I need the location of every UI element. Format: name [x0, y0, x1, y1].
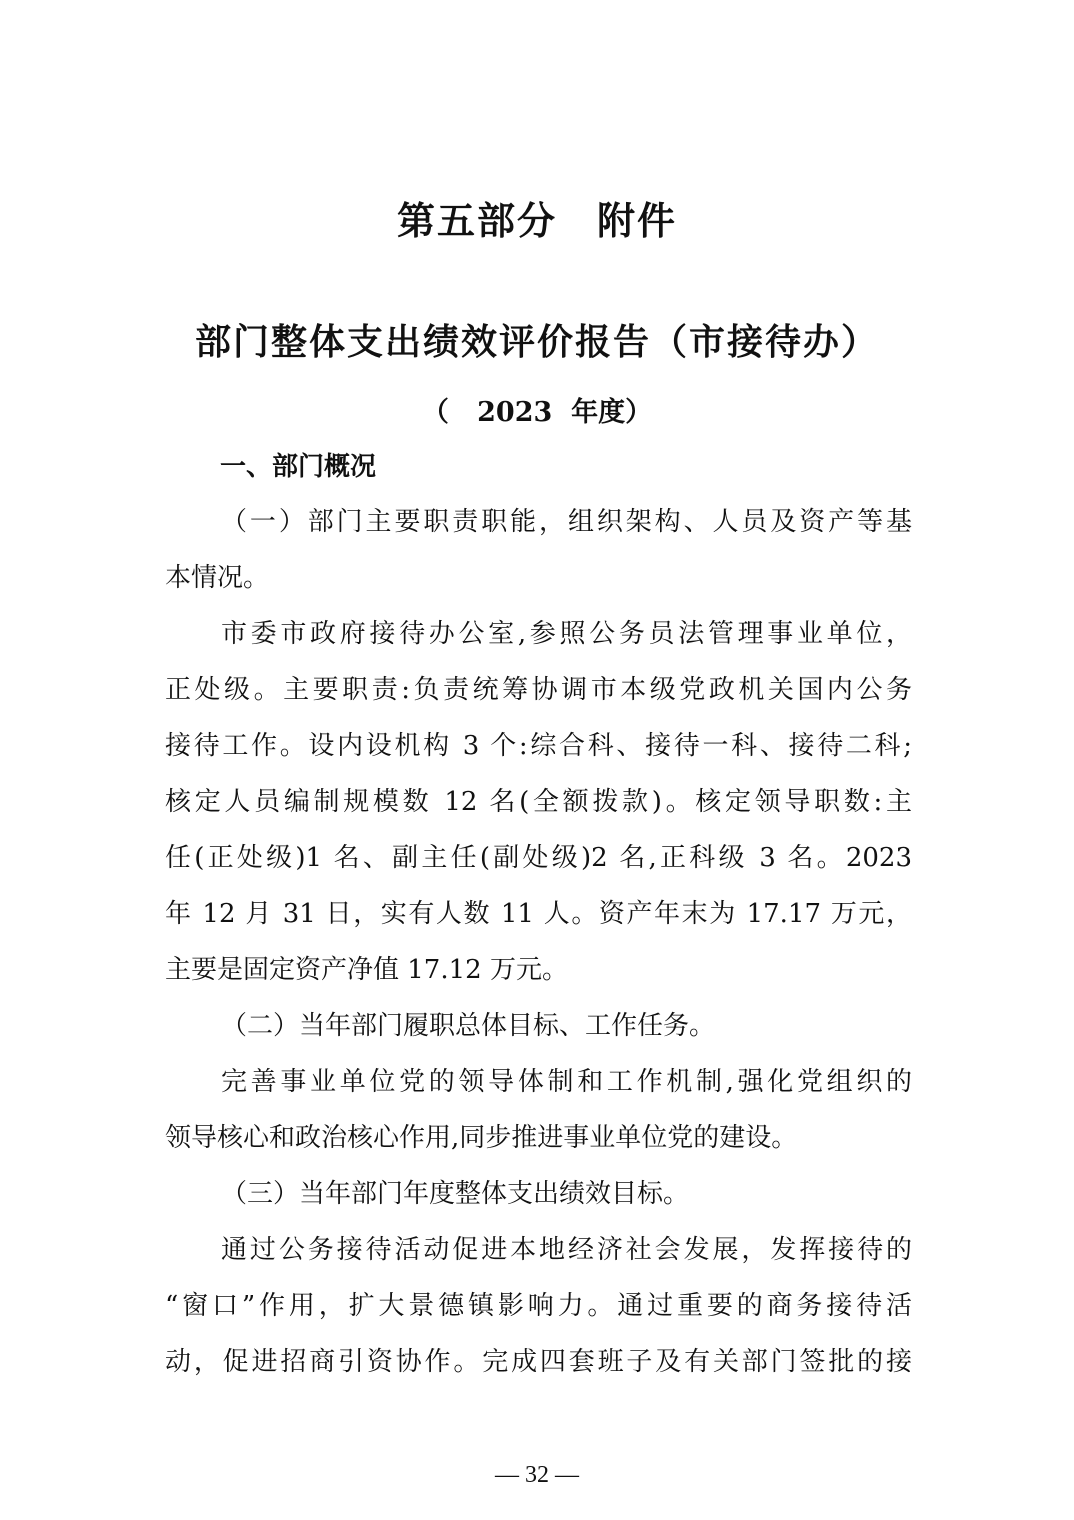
text-line: “窗口”作用，扩大景德镇影响力。通过重要的商务接待活	[165, 1291, 912, 1321]
report-year: （ 2023 年度）	[421, 397, 653, 428]
text-line: 正处级。主要职责:负责统筹协调市本级党政机关国内公务	[165, 675, 912, 705]
page-number: — 32 —	[495, 1462, 579, 1488]
text-line: 接待工作。设内设机构 3 个:综合科、接待一科、接待二科;	[165, 731, 912, 761]
text-line: 本情况。	[165, 563, 270, 593]
text-line: 领导核心和政治核心作用,同步推进事业单位党的建设。	[165, 1123, 798, 1153]
part-title	[0, 190, 1074, 245]
text-line: 动，促进招商引资协作。完成四套班子及有关部门签批的接	[165, 1347, 912, 1377]
text-line: 年 12 月 31 日，实有人数 11 人。资产年末为 17.17 万元，	[165, 899, 912, 929]
report-title: 部门整体支出绩效评价报告（市接待办）	[194, 321, 879, 363]
text-line: 市委市政府接待办公室,参照公务员法管理事业单位，	[221, 619, 912, 649]
text-line: 通过公务接待活动促进本地经济社会发展，发挥接待的	[221, 1235, 912, 1265]
text-line: 任(正处级)1 名、副主任(副处级)2 名,正科级 3 名。2023	[165, 843, 912, 873]
body-text	[165, 500, 912, 1396]
text-line: （一）部门主要职责职能，组织架构、人员及资产等基	[221, 507, 912, 537]
text-line: （二）当年部门履职总体目标、工作任务。	[221, 1011, 716, 1041]
part-label: 第五部分	[396, 198, 557, 243]
section-heading: 一、部门概况	[220, 452, 377, 482]
text-line: 完善事业单位党的领导体制和工作机制,强化党组织的	[221, 1067, 912, 1097]
text-line: 核定人员编制规模数 12 名(全额拨款)。核定领导职数:主	[165, 787, 912, 817]
text-line: （三）当年部门年度整体支出绩效目标。	[221, 1179, 690, 1209]
text-line: 主要是固定资产净值 17.12 万元。	[165, 955, 568, 985]
part-name: 附件	[597, 198, 678, 243]
